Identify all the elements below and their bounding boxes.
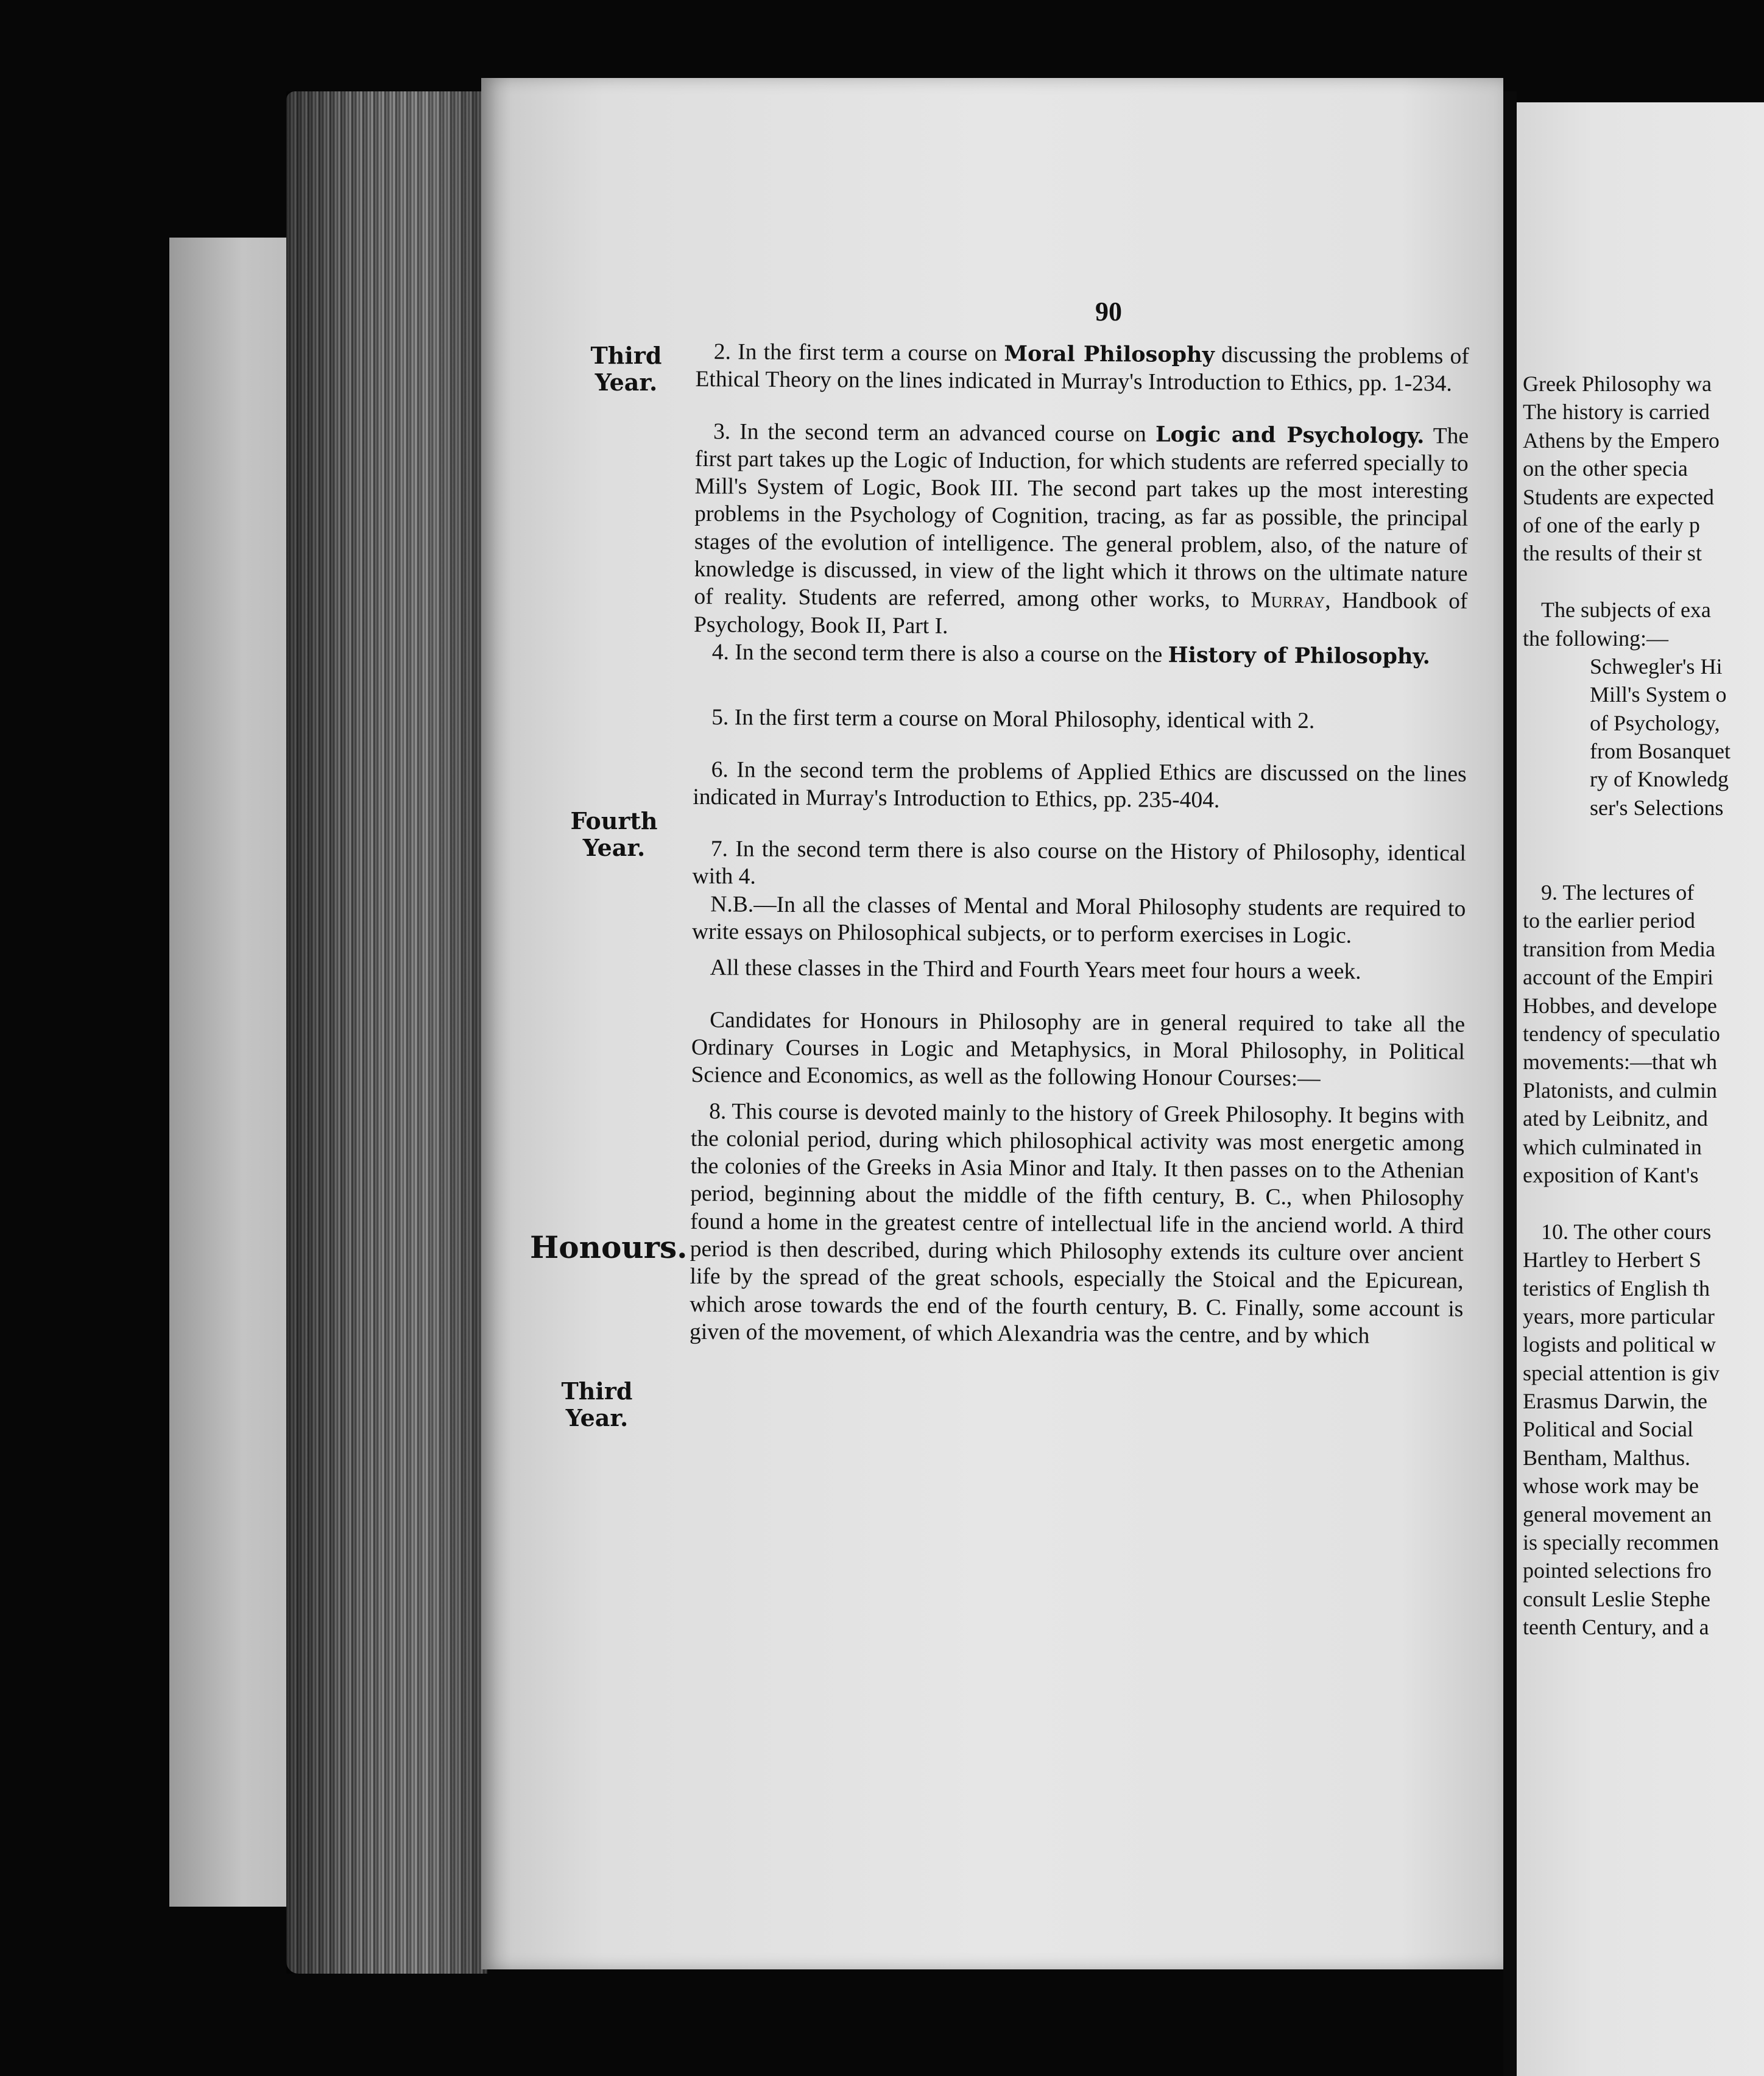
next-page-line: pointed selections fro: [1523, 1558, 1712, 1583]
next-page-line: teenth Century, and a: [1523, 1615, 1709, 1640]
page-number: 90: [1095, 297, 1122, 327]
next-page-line: exposition of Kant's: [1523, 1162, 1699, 1187]
paragraph-honours-intro: Candidates for Honours in Philosophy are in general required to take all the Ordinary Courses in Logic and Metaphysics, in Moral Philosophy, in Political Science and Economics, as well as the following Honour Courses:—: [691, 1007, 1466, 1092]
page-body: [690, 338, 1469, 1350]
next-page-line: [1523, 851, 1764, 879]
next-page-line: Bentham, Malthus.: [1523, 1445, 1690, 1470]
next-page-text: [1523, 370, 1764, 1642]
paragraph-6: 6. In the second term the problems of Applied Ethics are discussed on the lines indicated in Murray's Introduction to Ethics, pp. 235-404.: [693, 757, 1467, 813]
next-page-line: Platonists, and culmin: [1523, 1078, 1717, 1103]
margin-heading-third-year: Third Year.: [590, 342, 662, 396]
next-page-line: ry of Knowledg: [1590, 767, 1729, 792]
book-page-edges: [286, 91, 487, 1974]
next-page-line: Schwegler's Hi: [1590, 654, 1723, 679]
next-page-line: teristics of English th: [1523, 1276, 1710, 1301]
next-page-line: 10. The other cours: [1541, 1219, 1712, 1244]
next-page-line: whose work may be: [1523, 1474, 1699, 1499]
book-gutter: [1503, 91, 1517, 2076]
next-page-line: Erasmus Darwin, the: [1523, 1389, 1707, 1414]
heading-logic-psychology: Logic and Psychology.: [1155, 422, 1425, 448]
paragraph-hours: All these classes in the Third and Fourth Years meet four hours a week.: [710, 955, 1361, 985]
next-page-line: The subjects of exa: [1541, 598, 1711, 623]
next-page-line: Greek Philosophy wa: [1523, 372, 1712, 396]
next-page-line: of Psychology,: [1590, 710, 1720, 735]
next-page-line: general movement an: [1523, 1502, 1712, 1527]
paragraph-nb: N.B.—In all the classes of Mental and Moral Philosophy students are required to write essays on Philosophical subjects, or to perform exercises in Logic.: [691, 891, 1466, 948]
next-page-line: tendency of speculatio: [1523, 1021, 1720, 1046]
next-page-line: the results of their st: [1523, 541, 1702, 566]
next-page-line: Political and Social: [1523, 1417, 1693, 1442]
next-page-line: years, more particular: [1523, 1304, 1715, 1329]
next-page-line: the following:—: [1523, 626, 1668, 651]
next-page-line: Mill's System o: [1590, 682, 1727, 707]
next-page-line: Hobbes, and develope: [1523, 993, 1717, 1018]
next-page-line: special attention is giv: [1523, 1360, 1720, 1385]
margin-heading-honours: Honours.: [530, 1229, 688, 1265]
next-page-line: The history is carried: [1523, 400, 1710, 425]
next-page-line: from Bosanquet: [1590, 739, 1730, 764]
next-page-line: movements:—that wh: [1523, 1050, 1717, 1075]
next-page-line: consult Leslie Stephe: [1523, 1586, 1710, 1611]
margin-heading-honours-third-year: Third Year.: [561, 1377, 633, 1432]
next-page-line: of one of the early p: [1523, 512, 1700, 537]
next-page-line: account of the Empiri: [1523, 965, 1713, 990]
paragraph-2: 2. In the first term a course on Moral Philosophy discussing the problems of Ethical Theory on the lines indicated in Murray's Introduction to Ethics, pp. 1-234.: [695, 339, 1469, 397]
heading-history-philosophy: History of Philosophy.: [1168, 642, 1430, 669]
margin-heading-fourth-year: Fourth Year.: [570, 807, 658, 861]
next-page-line: [1523, 822, 1764, 850]
next-page-line: on the other specia: [1523, 456, 1688, 481]
paragraph-8: 8. This course is devoted mainly to the history of Greek Philosophy. It begins with the colonial period, during which philosophical activity was most energetic among the colonies of the Greeks in Asia Minor and Italy. It then passes on to the Athenian period, beginning about the middle of the fifth century, B. C., when Philosophy found a home in the greatest centre of intellectual life in the anciend world. A third period is then described, during which Philosophy extends its culture over ancient life by the spread of the great schools, especially the Stoical and the Epicurean, which arose towards the end of the fourth century, B. C. Finally, some account is given of the movement, of which Alexandria was the centre, and by which: [689, 1098, 1465, 1349]
next-page-line: which culminated in: [1523, 1134, 1702, 1159]
next-page-line: ated by Leibnitz, and: [1523, 1106, 1708, 1131]
next-page-line: ser's Selections: [1590, 795, 1724, 820]
heading-moral-philosophy: Moral Philosophy: [1004, 341, 1215, 368]
paragraph-7: 7. In the second term there is also course on the History of Philosophy, identical with 4.: [692, 836, 1466, 890]
next-page-line: [1523, 568, 1764, 596]
next-page-line: is specially recommen: [1523, 1530, 1719, 1555]
next-page-line: Athens by the Empero: [1523, 428, 1720, 453]
paragraph-3: 3. In the second term an advanced course on Logic and Psychology. The first part takes up the Logic of Induction, for which students are referred specially to Mill's System of Logic, Book III. The second part takes up the most interesting problems in the Psychology of Cognition, tracing, as far as possible, the principal stages of the evolution of intelligence. The general problem, also, of the nature of knowledge is discussed, in view of the light which it throws on the ultimate nature of reality. Students are referred, among other works, to Murray, Handbook of Psychology, Book II, Part I.: [694, 418, 1469, 639]
next-page-line: Students are expected: [1523, 484, 1714, 509]
next-page-line: [1523, 1190, 1764, 1218]
paragraph-5: 5. In the first term a course on Moral Philosophy, identical with 2.: [711, 705, 1315, 734]
next-page-line: transition from Media: [1523, 936, 1715, 961]
next-page-line: 9. The lectures of: [1541, 880, 1695, 905]
paragraph-4: 4. In the second term there is also a course on the History of Philosophy.: [711, 640, 1430, 669]
next-page-line: logists and political w: [1523, 1332, 1716, 1357]
next-page-line: Hartley to Herbert S: [1523, 1248, 1701, 1273]
next-page-line: to the earlier period: [1523, 908, 1695, 933]
